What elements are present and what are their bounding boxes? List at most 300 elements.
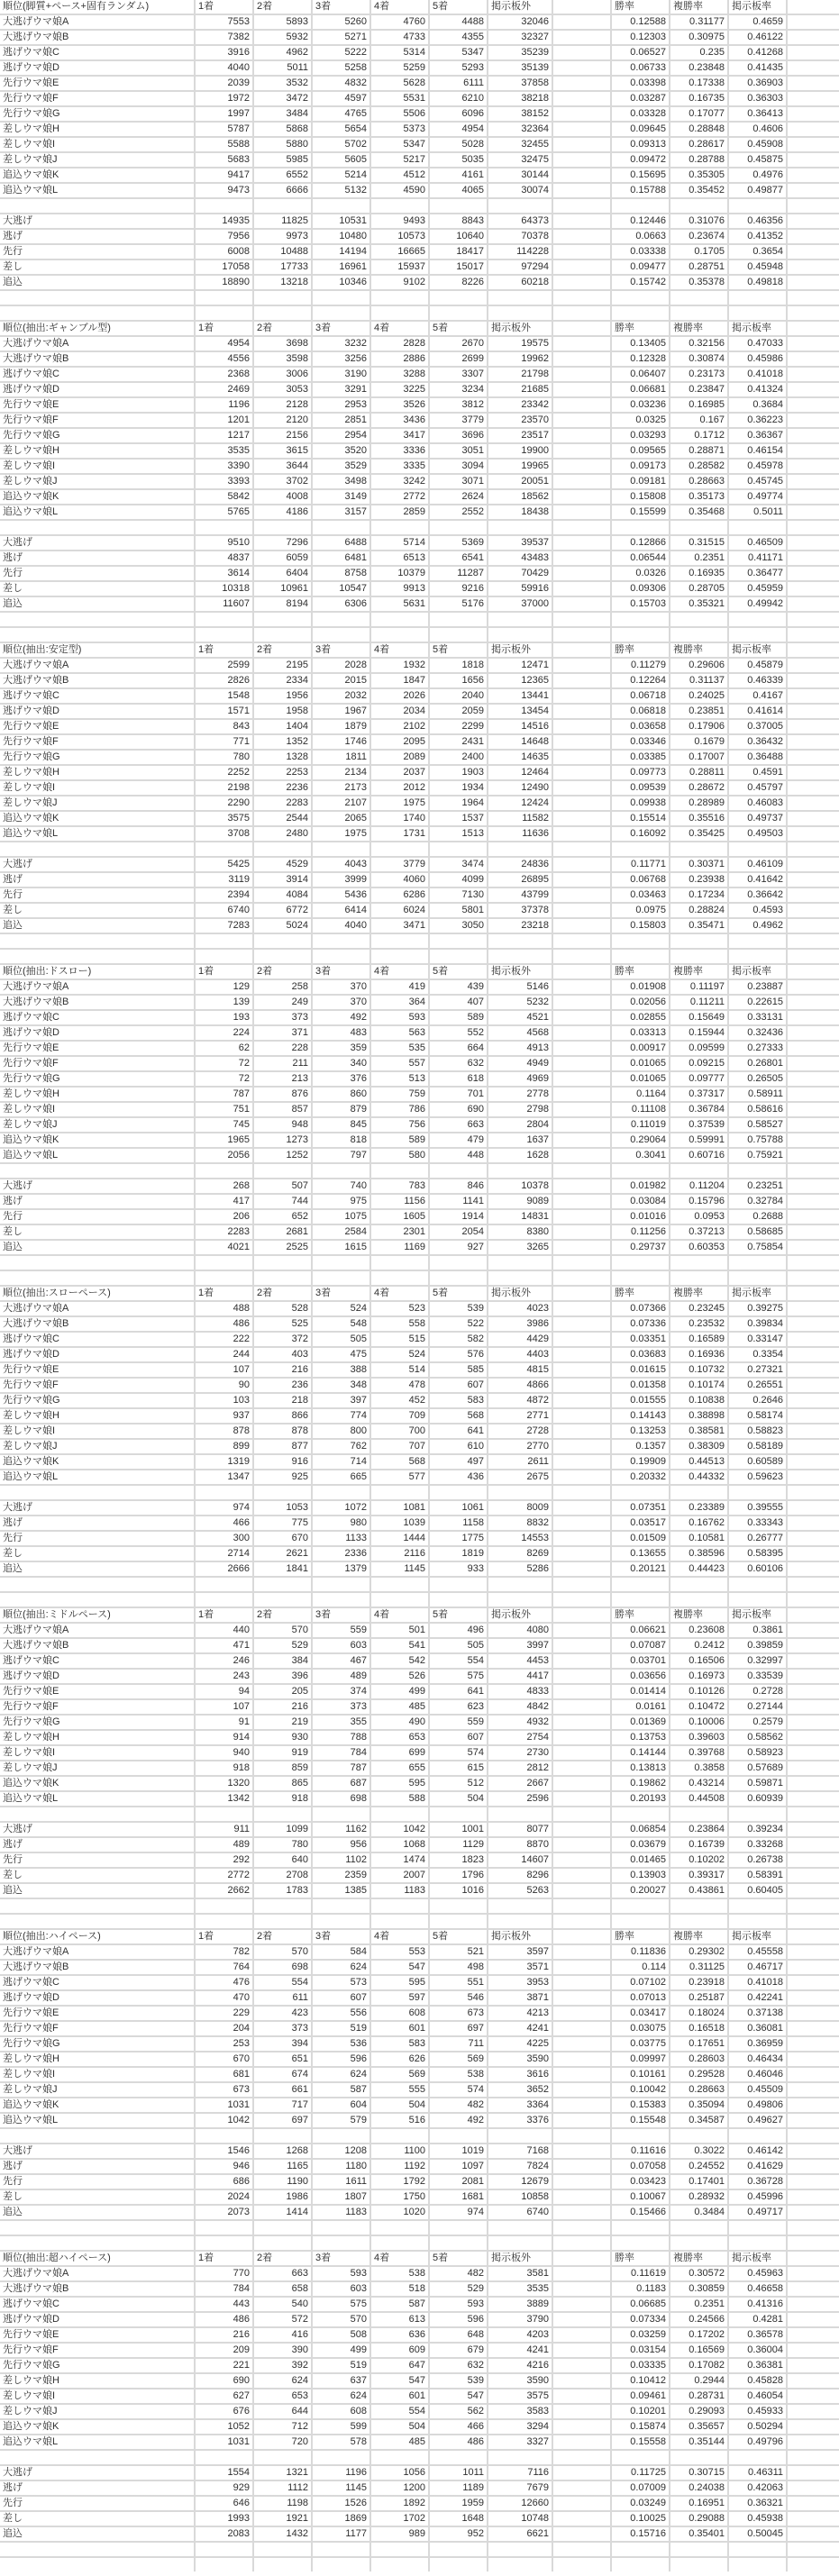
- empty-cell[interactable]: [788, 674, 839, 687]
- value-cell[interactable]: 918: [196, 1761, 252, 1775]
- value-cell[interactable]: 1965: [196, 1133, 252, 1147]
- rate-cell[interactable]: 0.46434: [729, 2053, 786, 2066]
- column-header-rate[interactable]: 掲示板率: [729, 322, 786, 335]
- value-cell[interactable]: 559: [313, 1624, 369, 1637]
- empty-cell[interactable]: [670, 2543, 727, 2556]
- value-cell[interactable]: 5702: [313, 138, 369, 151]
- value-cell[interactable]: 19900: [488, 444, 552, 458]
- value-cell[interactable]: 3364: [488, 2098, 552, 2112]
- rate-cell[interactable]: 0.10174: [670, 1379, 727, 1392]
- total-value-cell[interactable]: 3999: [313, 873, 369, 887]
- value-cell[interactable]: 216: [196, 2328, 252, 2342]
- total-value-cell[interactable]: 7283: [196, 919, 252, 933]
- total-value-cell[interactable]: 1112: [254, 2481, 311, 2495]
- total-rate-cell[interactable]: 0.46142: [729, 2144, 786, 2158]
- empty-cell[interactable]: [729, 291, 786, 305]
- empty-cell[interactable]: [553, 138, 610, 151]
- rate-cell[interactable]: 0.23608: [670, 1624, 727, 1637]
- empty-cell[interactable]: [788, 1823, 839, 1836]
- empty-cell[interactable]: [254, 842, 311, 856]
- empty-cell[interactable]: [313, 934, 369, 948]
- value-cell[interactable]: 919: [254, 1746, 311, 1760]
- total-value-cell[interactable]: 14607: [488, 1853, 552, 1867]
- total-value-cell[interactable]: 1180: [313, 2160, 369, 2173]
- value-cell[interactable]: 899: [196, 1440, 252, 1453]
- empty-cell[interactable]: [788, 1179, 839, 1193]
- value-cell[interactable]: 90: [196, 1379, 252, 1392]
- total-value-cell[interactable]: 4043: [313, 858, 369, 871]
- value-cell[interactable]: 1548: [196, 689, 252, 703]
- total-rate-cell[interactable]: 0.07058: [612, 2160, 669, 2173]
- total-rate-cell[interactable]: 0.16951: [670, 2497, 727, 2510]
- empty-cell[interactable]: [553, 1716, 610, 1729]
- total-rate-cell[interactable]: 0.0326: [612, 567, 669, 580]
- rate-cell[interactable]: 0.46339: [729, 674, 786, 687]
- total-rate-cell[interactable]: 0.35378: [670, 276, 727, 289]
- empty-cell[interactable]: [788, 659, 839, 672]
- value-cell[interactable]: 348: [313, 1379, 369, 1392]
- value-cell[interactable]: 745: [196, 1118, 252, 1132]
- empty-cell[interactable]: [788, 1670, 839, 1683]
- empty-cell[interactable]: [430, 613, 487, 626]
- empty-cell[interactable]: [612, 2221, 669, 2235]
- value-cell[interactable]: 3575: [488, 2389, 552, 2403]
- total-rate-cell[interactable]: 0.58395: [729, 1547, 786, 1561]
- value-cell[interactable]: 1347: [196, 1470, 252, 1484]
- empty-cell[interactable]: [0, 199, 194, 213]
- value-cell[interactable]: 2290: [196, 796, 252, 810]
- empty-cell[interactable]: [553, 1057, 610, 1070]
- value-cell[interactable]: 644: [254, 2405, 311, 2418]
- total-rate-cell[interactable]: 0.20027: [612, 1884, 669, 1898]
- rate-cell[interactable]: 0.45879: [729, 659, 786, 672]
- column-header-out[interactable]: 掲示板外: [488, 2252, 552, 2265]
- value-cell[interactable]: 526: [371, 1670, 428, 1683]
- value-cell[interactable]: 770: [196, 2267, 252, 2280]
- total-value-cell[interactable]: 1681: [430, 2190, 487, 2204]
- value-cell[interactable]: 636: [371, 2328, 428, 2342]
- empty-cell[interactable]: [553, 291, 610, 305]
- total-rate-cell[interactable]: 0.37213: [670, 1225, 727, 1239]
- value-cell[interactable]: 916: [254, 1455, 311, 1469]
- value-cell[interactable]: 1637: [488, 1133, 552, 1147]
- empty-cell[interactable]: [788, 1639, 839, 1652]
- rate-cell[interactable]: 0.15808: [612, 490, 669, 504]
- empty-cell[interactable]: [553, 1440, 610, 1453]
- total-rate-cell[interactable]: 0.4593: [729, 904, 786, 917]
- empty-cell[interactable]: [788, 689, 839, 703]
- empty-cell[interactable]: [788, 1164, 839, 1178]
- value-cell[interactable]: 577: [371, 1470, 428, 1484]
- empty-cell[interactable]: [788, 2098, 839, 2112]
- rate-cell[interactable]: 0.60589: [729, 1455, 786, 1469]
- value-cell[interactable]: 514: [371, 1363, 428, 1377]
- empty-cell[interactable]: [788, 781, 839, 795]
- empty-cell[interactable]: [553, 0, 610, 14]
- total-rate-cell[interactable]: 0.03423: [612, 2175, 669, 2189]
- value-cell[interactable]: 505: [430, 1639, 487, 1652]
- value-cell[interactable]: 3590: [488, 2053, 552, 2066]
- empty-cell[interactable]: [788, 92, 839, 105]
- total-row-label[interactable]: 大逃げ: [0, 2144, 194, 2158]
- total-rate-cell[interactable]: 0.46509: [729, 536, 786, 550]
- value-cell[interactable]: 551: [430, 1976, 487, 1989]
- empty-cell[interactable]: [553, 1088, 610, 1101]
- empty-cell[interactable]: [788, 1149, 839, 1162]
- value-cell[interactable]: 582: [430, 1333, 487, 1346]
- rate-cell[interactable]: 0.49503: [729, 827, 786, 841]
- total-value-cell[interactable]: 1892: [371, 2497, 428, 2510]
- empty-cell[interactable]: [788, 2190, 839, 2204]
- empty-cell[interactable]: [553, 1823, 610, 1836]
- row-label[interactable]: 追込ウマ娘L: [0, 1470, 194, 1484]
- rate-cell[interactable]: 0.09938: [612, 796, 669, 810]
- empty-cell[interactable]: [612, 2451, 669, 2464]
- value-cell[interactable]: 5893: [254, 15, 311, 29]
- empty-cell[interactable]: [553, 705, 610, 718]
- value-cell[interactable]: 518: [371, 2282, 428, 2296]
- row-label[interactable]: 逃げウマ娘C: [0, 1654, 194, 1668]
- total-rate-cell[interactable]: 0.45959: [729, 582, 786, 596]
- total-value-cell[interactable]: 14831: [488, 1210, 552, 1224]
- empty-cell[interactable]: [788, 1976, 839, 1989]
- empty-cell[interactable]: [788, 996, 839, 1009]
- value-cell[interactable]: 655: [371, 1761, 428, 1775]
- rate-cell[interactable]: 0.41614: [729, 705, 786, 718]
- total-value-cell[interactable]: 1075: [313, 1210, 369, 1224]
- value-cell[interactable]: 5985: [254, 153, 311, 167]
- total-value-cell[interactable]: 8832: [488, 1516, 552, 1530]
- empty-cell[interactable]: [553, 15, 610, 29]
- empty-cell[interactable]: [729, 1256, 786, 1270]
- empty-cell[interactable]: [788, 1807, 839, 1821]
- empty-cell[interactable]: [553, 643, 610, 657]
- total-value-cell[interactable]: 2083: [196, 2527, 252, 2541]
- rate-cell[interactable]: 0.17082: [670, 2359, 727, 2372]
- total-value-cell[interactable]: 2336: [313, 1547, 369, 1561]
- value-cell[interactable]: 21798: [488, 368, 552, 381]
- empty-cell[interactable]: [553, 1118, 610, 1132]
- empty-cell[interactable]: [788, 2267, 839, 2280]
- total-row-label[interactable]: 先行: [0, 1853, 194, 1867]
- value-cell[interactable]: 700: [371, 1425, 428, 1438]
- empty-cell[interactable]: [254, 1164, 311, 1178]
- empty-cell[interactable]: [553, 2451, 610, 2464]
- value-cell[interactable]: 4832: [313, 77, 369, 90]
- value-cell[interactable]: 525: [254, 1317, 311, 1331]
- value-cell[interactable]: 5787: [196, 123, 252, 136]
- value-cell[interactable]: 2754: [488, 1731, 552, 1744]
- total-value-cell[interactable]: 1792: [371, 2175, 428, 2189]
- empty-cell[interactable]: [254, 2543, 311, 2556]
- rate-cell[interactable]: 0.49877: [729, 184, 786, 197]
- total-rate-cell[interactable]: 0.23389: [670, 1501, 727, 1515]
- row-label[interactable]: 先行ウマ娘F: [0, 2344, 194, 2357]
- value-cell[interactable]: 2102: [371, 720, 428, 733]
- column-header-rank[interactable]: 4着: [371, 2252, 428, 2265]
- value-cell[interactable]: 1879: [313, 720, 369, 733]
- empty-cell[interactable]: [788, 1777, 839, 1790]
- column-header-rate[interactable]: 複勝率: [670, 2252, 727, 2265]
- row-label[interactable]: 差しウマ娘I: [0, 1746, 194, 1760]
- empty-cell[interactable]: [488, 628, 552, 642]
- total-value-cell[interactable]: 1177: [313, 2527, 369, 2541]
- rate-cell[interactable]: 0.16092: [612, 827, 669, 841]
- total-value-cell[interactable]: 780: [254, 1838, 311, 1852]
- total-row-label[interactable]: 差し: [0, 2512, 194, 2526]
- value-cell[interactable]: 5132: [313, 184, 369, 197]
- total-value-cell[interactable]: 10488: [254, 245, 311, 259]
- value-cell[interactable]: 423: [254, 2007, 311, 2020]
- empty-cell[interactable]: [488, 1578, 552, 1591]
- total-value-cell[interactable]: 12660: [488, 2497, 552, 2510]
- value-cell[interactable]: 3242: [371, 475, 428, 488]
- empty-cell[interactable]: [254, 1256, 311, 1270]
- value-cell[interactable]: 674: [254, 2068, 311, 2081]
- empty-cell[interactable]: [553, 184, 610, 197]
- row-label[interactable]: 追込ウマ娘K: [0, 168, 194, 182]
- value-cell[interactable]: 627: [196, 2389, 252, 2403]
- empty-cell[interactable]: [670, 2236, 727, 2250]
- value-cell[interactable]: 2431: [430, 735, 487, 749]
- rate-cell[interactable]: 0.58189: [729, 1440, 786, 1453]
- empty-cell[interactable]: [788, 2389, 839, 2403]
- column-header-out[interactable]: 掲示板外: [488, 1608, 552, 1622]
- empty-cell[interactable]: [729, 1578, 786, 1591]
- value-cell[interactable]: 4429: [488, 1333, 552, 1346]
- value-cell[interactable]: 664: [430, 1042, 487, 1055]
- column-header-rank[interactable]: 2着: [254, 1930, 311, 1943]
- empty-cell[interactable]: [788, 2435, 839, 2449]
- rate-cell[interactable]: 0.16589: [670, 1333, 727, 1346]
- total-rate-cell[interactable]: 0.01465: [612, 1853, 669, 1867]
- total-value-cell[interactable]: 16961: [313, 260, 369, 274]
- total-value-cell[interactable]: 5286: [488, 1562, 552, 1576]
- empty-cell[interactable]: [196, 1486, 252, 1499]
- value-cell[interactable]: 603: [313, 1639, 369, 1652]
- value-cell[interactable]: 4866: [488, 1379, 552, 1392]
- value-cell[interactable]: 12490: [488, 781, 552, 795]
- rate-cell[interactable]: 0.03346: [612, 735, 669, 749]
- empty-cell[interactable]: [196, 2558, 252, 2571]
- rate-cell[interactable]: 0.15514: [612, 812, 669, 825]
- value-cell[interactable]: 253: [196, 2037, 252, 2051]
- value-cell[interactable]: 5868: [254, 123, 311, 136]
- empty-cell[interactable]: [553, 628, 610, 642]
- rate-cell[interactable]: 0.24566: [670, 2313, 727, 2326]
- rate-cell[interactable]: 0.22615: [729, 996, 786, 1009]
- row-label[interactable]: 差しウマ娘J: [0, 475, 194, 488]
- column-header-rate[interactable]: 勝率: [612, 322, 669, 335]
- total-value-cell[interactable]: 18890: [196, 276, 252, 289]
- column-header-rank[interactable]: 4着: [371, 643, 428, 657]
- total-row-label[interactable]: 追込: [0, 1241, 194, 1254]
- rate-cell[interactable]: 0.03398: [612, 77, 669, 90]
- empty-cell[interactable]: [553, 659, 610, 672]
- total-value-cell[interactable]: 2525: [254, 1241, 311, 1254]
- empty-cell[interactable]: [788, 613, 839, 626]
- empty-cell[interactable]: [788, 1486, 839, 1499]
- column-header-rank[interactable]: 5着: [430, 0, 487, 14]
- total-value-cell[interactable]: 1081: [371, 1501, 428, 1515]
- total-rate-cell[interactable]: 0.39555: [729, 1501, 786, 1515]
- value-cell[interactable]: 2552: [430, 505, 487, 519]
- column-header-rate[interactable]: 複勝率: [670, 1608, 727, 1622]
- empty-cell[interactable]: [430, 2129, 487, 2143]
- rate-cell[interactable]: 0.36432: [729, 735, 786, 749]
- value-cell[interactable]: 3615: [254, 444, 311, 458]
- value-cell[interactable]: 548: [313, 1317, 369, 1331]
- rate-cell[interactable]: 0.35468: [670, 505, 727, 519]
- value-cell[interactable]: 2134: [313, 766, 369, 779]
- value-cell[interactable]: 2469: [196, 383, 252, 396]
- rate-cell[interactable]: 0.16569: [670, 2344, 727, 2357]
- value-cell[interactable]: 2826: [196, 674, 252, 687]
- row-label[interactable]: 差しウマ娘I: [0, 1425, 194, 1438]
- row-label[interactable]: 大逃げウマ娘B: [0, 31, 194, 44]
- empty-cell[interactable]: [553, 582, 610, 596]
- total-rate-cell[interactable]: 0.49942: [729, 597, 786, 611]
- rate-cell[interactable]: 0.11279: [612, 659, 669, 672]
- empty-cell[interactable]: [553, 796, 610, 810]
- empty-cell[interactable]: [553, 1884, 610, 1898]
- empty-cell[interactable]: [313, 1899, 369, 1913]
- empty-cell[interactable]: [670, 1164, 727, 1178]
- rate-cell[interactable]: 0.35425: [670, 827, 727, 841]
- value-cell[interactable]: 5683: [196, 153, 252, 167]
- value-cell[interactable]: 784: [196, 2282, 252, 2296]
- rate-cell[interactable]: 0.4659: [729, 15, 786, 29]
- value-cell[interactable]: 376: [313, 1072, 369, 1086]
- rate-cell[interactable]: 0.29093: [670, 2405, 727, 2418]
- empty-cell[interactable]: [488, 2543, 552, 2556]
- rate-cell[interactable]: 0.37005: [729, 720, 786, 733]
- total-value-cell[interactable]: 5369: [430, 536, 487, 550]
- total-value-cell[interactable]: 1072: [313, 1501, 369, 1515]
- empty-cell[interactable]: [196, 291, 252, 305]
- total-value-cell[interactable]: 1020: [371, 2206, 428, 2219]
- empty-cell[interactable]: [612, 950, 669, 963]
- total-value-cell[interactable]: 1993: [196, 2512, 252, 2526]
- value-cell[interactable]: 19575: [488, 337, 552, 350]
- empty-cell[interactable]: [788, 368, 839, 381]
- row-label[interactable]: 逃げウマ娘D: [0, 705, 194, 718]
- rate-cell[interactable]: 0.23173: [670, 368, 727, 381]
- section-title[interactable]: 順位(抽出:超ハイペース): [0, 2252, 194, 2265]
- section-title[interactable]: 順位(抽出:スローペース): [0, 1287, 194, 1300]
- empty-cell[interactable]: [788, 1118, 839, 1132]
- empty-cell[interactable]: [729, 2543, 786, 2556]
- row-label[interactable]: 大逃げウマ娘B: [0, 2282, 194, 2296]
- empty-cell[interactable]: [788, 1241, 839, 1254]
- total-rate-cell[interactable]: 0.28705: [670, 582, 727, 596]
- value-cell[interactable]: 857: [254, 1103, 311, 1116]
- value-cell[interactable]: 554: [371, 2405, 428, 2418]
- rate-cell[interactable]: 0.03775: [612, 2037, 669, 2051]
- rate-cell[interactable]: 0.16506: [670, 1654, 727, 1668]
- total-value-cell[interactable]: 1099: [254, 1823, 311, 1836]
- value-cell[interactable]: 4760: [371, 15, 428, 29]
- rate-cell[interactable]: 0.235: [670, 46, 727, 59]
- empty-cell[interactable]: [553, 2144, 610, 2158]
- row-label[interactable]: 差しウマ娘I: [0, 2068, 194, 2081]
- value-cell[interactable]: 607: [430, 1731, 487, 1744]
- row-label[interactable]: 逃げウマ娘D: [0, 1348, 194, 1361]
- empty-cell[interactable]: [788, 1333, 839, 1346]
- rate-cell[interactable]: 0.12303: [612, 31, 669, 44]
- column-header-rank[interactable]: 3着: [313, 1287, 369, 1300]
- value-cell[interactable]: 568: [371, 1455, 428, 1469]
- rate-cell[interactable]: 0.46083: [729, 796, 786, 810]
- value-cell[interactable]: 3225: [371, 383, 428, 396]
- value-cell[interactable]: 224: [196, 1026, 252, 1040]
- rate-cell[interactable]: 0.27144: [729, 1700, 786, 1714]
- total-value-cell[interactable]: 1474: [371, 1853, 428, 1867]
- value-cell[interactable]: 508: [313, 2328, 369, 2342]
- total-value-cell[interactable]: 17058: [196, 260, 252, 274]
- total-value-cell[interactable]: 3119: [196, 873, 252, 887]
- empty-cell[interactable]: [729, 613, 786, 626]
- empty-cell[interactable]: [313, 2451, 369, 2464]
- rate-cell[interactable]: 0.39603: [670, 1731, 727, 1744]
- empty-cell[interactable]: [313, 291, 369, 305]
- total-value-cell[interactable]: 14553: [488, 1532, 552, 1545]
- value-cell[interactable]: 4008: [254, 490, 311, 504]
- empty-cell[interactable]: [254, 1807, 311, 1821]
- empty-cell[interactable]: [196, 199, 252, 213]
- rate-cell[interactable]: 0.10126: [670, 1685, 727, 1698]
- total-value-cell[interactable]: 37378: [488, 904, 552, 917]
- value-cell[interactable]: 5347: [430, 46, 487, 59]
- total-value-cell[interactable]: 744: [254, 1195, 311, 1208]
- total-value-cell[interactable]: 292: [196, 1853, 252, 1867]
- rate-cell[interactable]: 0.45978: [729, 460, 786, 473]
- rate-cell[interactable]: 0.01065: [612, 1072, 669, 1086]
- column-header-rank[interactable]: 5着: [430, 322, 487, 335]
- rate-cell[interactable]: 0.49737: [729, 812, 786, 825]
- empty-cell[interactable]: [612, 1256, 669, 1270]
- rate-cell[interactable]: 0.36784: [670, 1103, 727, 1116]
- empty-cell[interactable]: [670, 199, 727, 213]
- column-header-rate[interactable]: 勝率: [612, 2252, 669, 2265]
- column-header-rank[interactable]: 3着: [313, 0, 369, 14]
- row-label[interactable]: 差しウマ娘I: [0, 138, 194, 151]
- rate-cell[interactable]: 0.3354: [729, 1348, 786, 1361]
- row-label[interactable]: 先行ウマ娘G: [0, 2359, 194, 2372]
- column-header-out[interactable]: 掲示板外: [488, 1287, 552, 1300]
- empty-cell[interactable]: [553, 1133, 610, 1147]
- value-cell[interactable]: 91: [196, 1716, 252, 1729]
- empty-cell[interactable]: [670, 306, 727, 320]
- value-cell[interactable]: 228: [254, 1042, 311, 1055]
- empty-cell[interactable]: [430, 2451, 487, 2464]
- total-value-cell[interactable]: 1750: [371, 2190, 428, 2204]
- rate-cell[interactable]: 0.12328: [612, 352, 669, 366]
- row-label[interactable]: 追込ウマ娘L: [0, 505, 194, 519]
- value-cell[interactable]: 3393: [196, 475, 252, 488]
- empty-cell[interactable]: [788, 628, 839, 642]
- row-label[interactable]: 大逃げウマ娘B: [0, 1961, 194, 1974]
- rate-cell[interactable]: 0.13405: [612, 337, 669, 350]
- value-cell[interactable]: 623: [430, 1700, 487, 1714]
- empty-cell[interactable]: [254, 613, 311, 626]
- column-header-rank[interactable]: 5着: [430, 2252, 487, 2265]
- value-cell[interactable]: 608: [313, 2405, 369, 2418]
- empty-cell[interactable]: [553, 1348, 610, 1361]
- empty-cell[interactable]: [788, 934, 839, 948]
- rate-cell[interactable]: 0.36959: [729, 2037, 786, 2051]
- value-cell[interactable]: 593: [430, 2298, 487, 2311]
